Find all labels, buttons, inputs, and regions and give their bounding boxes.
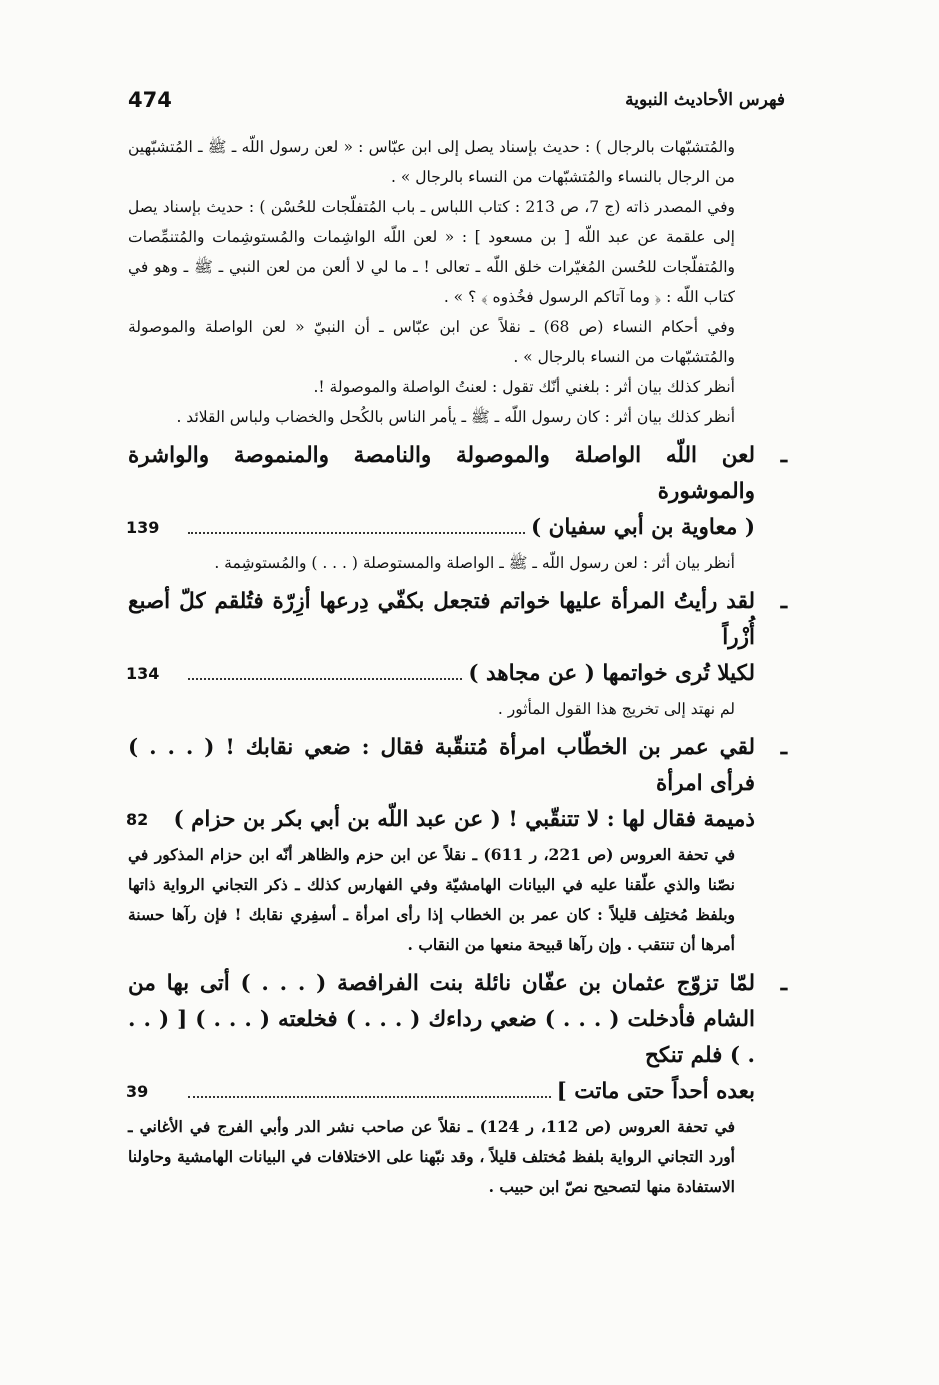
hadith-entry — [128, 966, 787, 1110]
hadith-entry — [128, 730, 787, 838]
entry-text: لمّا تزوّج عثمان بن عفّان نائلة بنت الفرافصة ( . . . ) أتى بها من الشام فأدخلت ( . . . ) ضعي رداءك ( . . . ) فخلعته ( . . . ) [ ( . . . ) فلم تنكح — [128, 971, 755, 1068]
entry-text: لقد رأيتُ المرأة عليها خواتم فتجعل بكفّي دِرعها أزِرّة فتُلقم كلّ أصبع أُزْراً — [128, 589, 755, 650]
entry-source: ( معاوية بن أبي سفيان ) — [530, 515, 755, 540]
page-header — [128, 88, 785, 122]
hadith-entry — [128, 438, 787, 546]
dot-leader — [188, 1095, 551, 1098]
entry-reference-number: 134 — [126, 664, 160, 683]
entry-dash: ـ — [780, 443, 787, 468]
dot-leader — [188, 531, 525, 534]
page-number: 474 — [128, 88, 172, 112]
note-paragraph: وفي المصدر ذاته (ج 7، ص 213 : كتاب اللباس ـ باب المُتفلّجات للحُسْن ) : حديث بإسناد يصل إلى علقمة عن عبد اللّه [ بن مسعود ] : « لعن اللّه الواشِمات والمُستوشِمات والمُتنمِّصات والمُتفلّجات للحُسن المُغيّرات خلق اللّه ـ تعالى ! ـ ما لي لا ألعن من لعن النبي ـ ﷺ ـ وهو في كتاب اللّه : ﴿ وما آتاكم الرسول فخُذوه ﴾ ؟ » . — [128, 198, 735, 306]
running-title: فهرس الأحاديث النبوية — [625, 90, 785, 110]
page-content — [128, 132, 787, 1202]
note-paragraph: وفي أحكام النساء (ص 68) ـ نقلاً عن ابن عبّاس ـ أن النبيّ « لعن الواصلة والموصولة والمُتشبّهات من النساء بالرجال » . — [128, 318, 736, 366]
entry-source: لكيلا تُرى خواتمها ( عن مجاهد ) — [468, 661, 755, 686]
note-paragraph: أنظر كذلك بيان أثر : بلغني أنّك تقول : لعنتُ الواصلة والموصولة !. — [313, 378, 735, 396]
entry-dash: ـ — [780, 735, 787, 760]
note-paragraph: أنظر كذلك بيان أثر : كان رسول اللّه ـ ﷺ ـ يأمر الناس بالكُحل والخضاب ولباس القلائد . — [176, 408, 735, 426]
entry-source: ذميمة فقال لها : لا تتنقّبي ! ( عن عبد اللّه بن أبي بكر بن حزام ) — [173, 807, 755, 832]
entry-text: لقي عمر بن الخطّاب امرأة مُتنقّبة فقال : ضعي نقابك ! ( . . . ) فرأى امرأة — [128, 735, 755, 796]
note-paragraph: أنظر بيان أثر : لعن رسول اللّه ـ ﷺ ـ الواصلة والمستوصلة ( . . . ) والمُستوشِمة . — [214, 554, 735, 572]
note-paragraph: في تحفة العروس (ص 221، ر 611) ـ نقلاً عن ابن حزم والظاهر أنّه ابن حزام المذكور في نصّنا والذي علّقنا عليه في البيانات الهامشيّة وفي الفهارس كذلك ـ ذكر التجاني الرواية ذاتها وبلفظ مُختلِف قليلاً : كان عمر بن الخطاب إذا رأى امرأة ـ أسفِري نقابك ! فإن رآها حسنة أمرها أن تنتقب . وإن رآها قبيحة منعها من النقاب . — [128, 845, 736, 954]
entry-source: بعده أحداً حتى ماتت ] — [556, 1079, 755, 1104]
note-paragraph: والمُتشبّهات بالرجال ) : حديث بإسناد يصل إلى ابن عبّاس : « لعن رسول اللّه ـ ﷺ ـ المُتشبّهين من الرجال بالنساء والمُتشبّهات من النساء بالرجال » . — [128, 138, 735, 186]
note-paragraph: لم نهتد إلى تخريج هذا القول المأثور . — [497, 700, 735, 718]
entry-dash: ـ — [780, 971, 787, 996]
entry-reference-number: 82 — [126, 810, 149, 829]
entry-text: لعن اللّه الواصلة والموصولة والنامصة والمنموصة والواشرة والموشورة — [128, 443, 755, 504]
entry-reference-number: 39 — [126, 1082, 149, 1101]
note-paragraph: في تحفة العروس (ص 112، ر 124) ـ نقلاً عن صاحب نشر الدر وأبي الفرج في الأغاني ـ أورد التجاني الرواية بلفظ مُختلف قليلاً ، وقد نبّهنا على الاختلافات في البيانات الهامشية وحاولنا الاستفادة منها لتصحيح نصّ ابن حبيب . — [128, 1117, 736, 1196]
dot-leader — [188, 677, 462, 680]
hadith-entry — [128, 584, 787, 692]
entry-reference-number: 139 — [126, 518, 160, 537]
entry-dash: ـ — [780, 589, 787, 614]
